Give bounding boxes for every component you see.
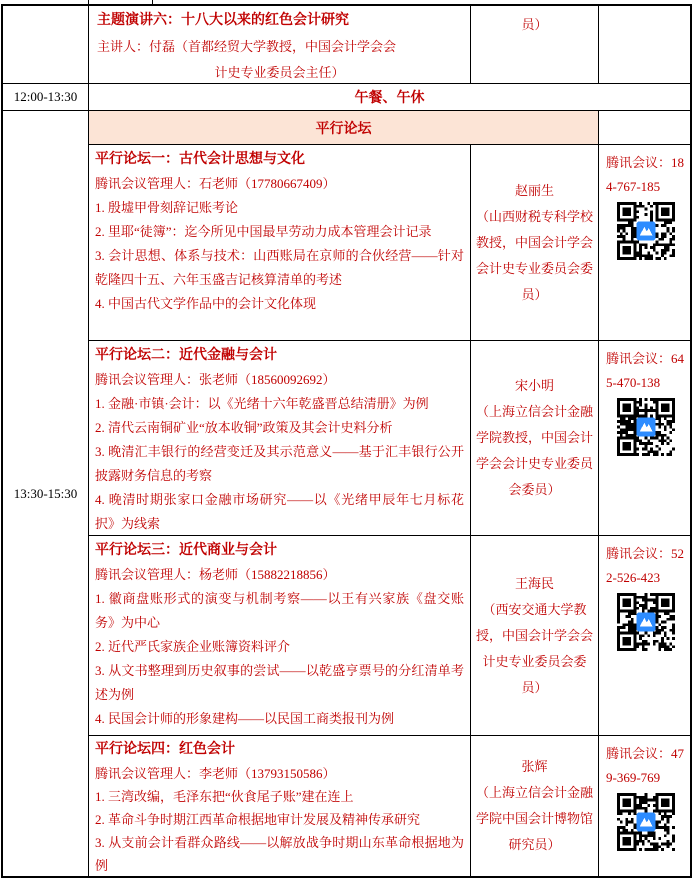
tencent-meeting-qr-icon	[617, 202, 675, 260]
chair-name: 赵丽生	[514, 182, 554, 198]
meeting-admin-line: 腾讯会议管理人：杨老师（15882218856）	[95, 567, 336, 582]
forum-topic-list	[95, 196, 464, 316]
meeting-id: 184-767-185	[606, 155, 685, 194]
meeting-admin-line: 腾讯会议管理人：张老师（18560092692）	[95, 372, 336, 387]
forum-title: 平行论坛三：近代商业与会计	[95, 543, 277, 558]
lunch-time: 12:00-13:30	[3, 84, 89, 110]
keynote-speaker-line: 计史专业委员会主任）	[214, 65, 345, 80]
chair-affiliation: （山西财税专科学校教授，中国会计学会会计史专业委员会委员）	[475, 208, 593, 302]
topic-item: 3. 从支前会计看群众路线——以解放战争时期山东革命根据地为例	[95, 835, 464, 873]
forum-row	[89, 735, 690, 876]
topic-item: 1. 徽商盘账形式的演变与机制考察——以王有兴家族《盘交账务》为中心	[95, 591, 464, 630]
forum-row	[89, 340, 690, 535]
forum-meeting-cell	[599, 341, 690, 535]
meeting-admin-line: 腾讯会议管理人：李老师（13793150586）	[95, 766, 336, 781]
parallel-time: 13:30-15:30	[3, 111, 89, 876]
lunch-label: 午餐、午休	[354, 91, 425, 106]
topic-item: 3. 晚清汇丰银行的经营变迁及其示范意义——基于汇丰银行公开披露财务信息的考察	[95, 444, 464, 483]
topic-item: 3. 会计思想、体系与技术：山西账局在京师的合伙经营——针对乾隆四十五、六年玉盛吉记核算清单的考述	[95, 248, 464, 287]
forum-topic-list	[95, 587, 464, 731]
forum-topic-list	[95, 785, 464, 876]
topic-item: 4. 晚清时期张家口金融市场研究——以《光绪甲辰年七月标花択》为线索	[95, 492, 464, 531]
parallel-block-row	[3, 111, 690, 876]
forum-chair-cell	[471, 736, 599, 876]
topic-item: 1. 金融·市镇·会计：以《光绪十六年乾盛晋总结清册》为例	[95, 396, 429, 411]
chair-affiliation: （西安交通大学教授，中国会计学会会计史专业委员会委员）	[475, 601, 593, 695]
meeting-label: 腾讯会议：	[606, 746, 672, 761]
forum-content-cell	[89, 341, 471, 535]
chair-affiliation: （上海立信会计金融学院中国会计博物馆研究员）	[475, 785, 593, 852]
topic-item: 2. 革命斗争时期江西革命根据地审计发展及精神传承研究	[95, 812, 421, 827]
meeting-id: 645-470-138	[606, 351, 685, 390]
chair-name: 王海民	[514, 575, 554, 591]
forum-meeting-cell	[599, 536, 690, 735]
forum-chair-cell	[471, 536, 599, 735]
lunch-row	[3, 84, 690, 111]
forum-title: 平行论坛一：古代会计思想与文化	[95, 152, 305, 167]
tencent-meeting-qr-icon	[617, 398, 675, 456]
meeting-cell-empty	[599, 6, 690, 83]
program-table	[1, 4, 692, 878]
forum-row	[89, 535, 690, 735]
topic-item: 2. 里耶“徒簿”：迄今所见中国最早劳动力成本管理会计记录	[95, 224, 432, 239]
keynote-row	[3, 6, 690, 84]
meeting-label: 腾讯会议：	[606, 155, 672, 170]
topic-item: 1. 三湾改编，毛泽东把“伙食尾子账”建在连上	[95, 789, 354, 804]
tencent-meeting-qr-icon	[617, 793, 675, 851]
forum-meeting-cell	[599, 736, 690, 876]
keynote-speaker-line: 主讲人：付磊（首都经贸大学教授，中国会计学会会	[97, 39, 397, 54]
topic-item: 2. 近代严氏家族企业账簿资料评介	[95, 639, 291, 654]
time-cell-empty	[3, 6, 89, 83]
forum-content-cell	[89, 736, 471, 876]
chair-affiliation: （上海立信会计金融学院教授，中国会计学会会计史专业委员会委员）	[475, 404, 593, 497]
topic-item: 4. 民国会计师的形象建构——以民国工商类报刊为例	[95, 711, 395, 726]
forum-title: 平行论坛二：近代金融与会计	[95, 348, 277, 363]
tencent-meeting-qr-icon	[617, 593, 675, 651]
forum-title: 平行论坛四：红色会计	[95, 742, 235, 757]
forum-topic-list	[95, 392, 464, 535]
forum-meeting-cell	[599, 145, 690, 340]
forum-chair-cell	[471, 145, 599, 340]
topic-item: 4. 中国古代文学作品中的会计文化体现	[95, 296, 317, 311]
chair-text-fragment: 员）	[471, 6, 599, 83]
parallel-header-title: 平行论坛	[89, 111, 599, 144]
meeting-id: 479-369-769	[606, 746, 685, 785]
forum-chair-cell	[471, 341, 599, 535]
topic-item: 3. 从文书整理到历史叙事的尝试——以乾盛亨票号的分红清单考述为例	[95, 663, 464, 702]
topic-item: 1. 殷墟甲骨刻辞记账考论	[95, 200, 239, 215]
chair-name: 宋小明	[514, 378, 554, 393]
parallel-header-empty-cell	[599, 111, 690, 144]
meeting-admin-line: 腾讯会议管理人：石老师（17780667409）	[95, 176, 336, 191]
forum-row	[89, 145, 690, 340]
meeting-label: 腾讯会议：	[606, 546, 672, 561]
parallel-header-row	[89, 111, 690, 145]
topic-item: 2. 清代云南铜矿业“放本收铜”政策及其会计史料分析	[95, 420, 393, 435]
keynote-cell	[89, 6, 471, 83]
forum-content-cell	[89, 536, 471, 735]
meeting-id: 522-526-423	[606, 546, 685, 585]
chair-name: 张辉	[521, 759, 548, 774]
keynote-title: 主题演讲六：十八大以来的红色会计研究	[97, 13, 349, 28]
meeting-label: 腾讯会议：	[606, 351, 672, 366]
forum-content-cell	[89, 145, 471, 340]
